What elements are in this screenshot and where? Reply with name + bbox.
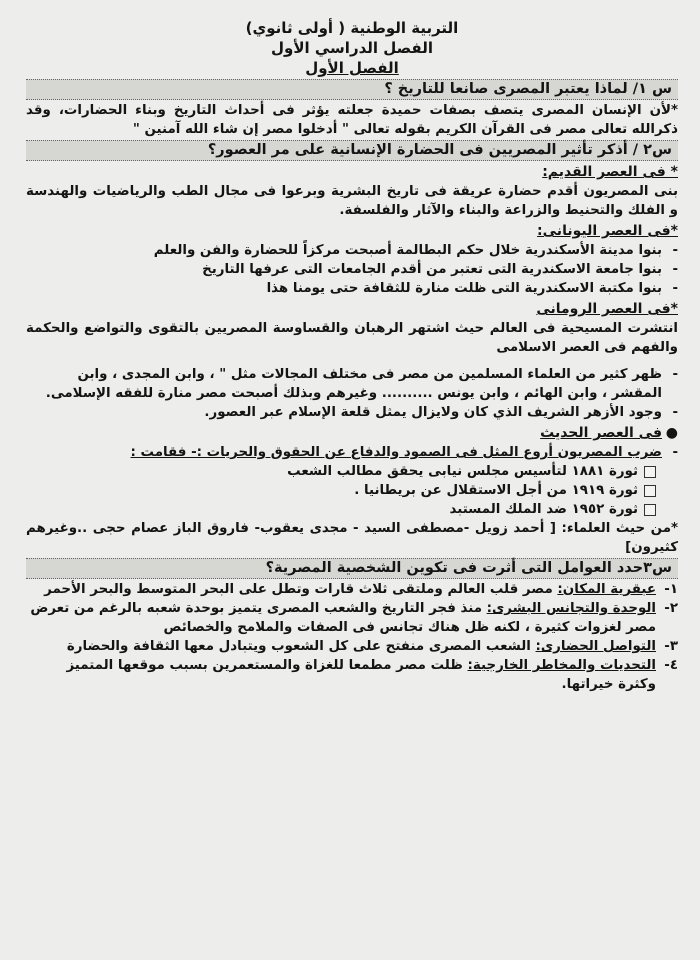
ancient-era-heading: * فى العصر القديم: bbox=[542, 164, 678, 180]
revolution-item: ثورة ١٨٨١ لتأسيس مجلس نيابى يحقق مطالب الشعب bbox=[26, 462, 678, 481]
question-3: س٣حدد العوامل التى أثرت فى تكوين الشخصية المصرية؟ bbox=[26, 558, 678, 579]
question-1: س ١/ لماذا يعتبر المصرى صانعا للتاريخ ؟ bbox=[26, 79, 678, 100]
roman-era-heading: *فى العصر الرومانى bbox=[536, 301, 678, 317]
factor-item: ٣- التواصل الحضارى: الشعب المصرى منفتح على كل الشعوب ويتبادل معها الثقافة والحضارة bbox=[66, 639, 678, 654]
checkbox-icon bbox=[644, 485, 656, 497]
factor-item: ٢- الوحدة والتجانس البشرى: منذ فجر التاريخ والشعب المصرى يتميز بوحدة شعبه بالرغم من تعرض مصر لغزوات كثيرة ، لكنه ظل هناك تجانس فى الصفات والملامح والخصائص bbox=[30, 601, 678, 635]
checkbox-icon bbox=[644, 504, 656, 516]
list-item: - ظهر كثير من العلماء المسلمين من مصر فى مختلف المجالات مثل " ، وابن المجدى ، وابن المقشر ، وابن الهائم ، وابن يونس .......... وغيرهم وبذلك أصبحت مصر منارة للفقه الإسلامى. bbox=[45, 367, 678, 401]
scientists-text: *من حيث العلماء: [ أحمد زويل -مصطفى السيد - مجدى يعقوب- فاروق الباز عصام حجى ..وغيرهم كثيرون] bbox=[26, 521, 678, 555]
semester-title: الفصل الدراسي الأول bbox=[271, 39, 433, 57]
chapter-title: الفصل الأول bbox=[305, 59, 399, 77]
factor-item: ١- عبقرية المكان: مصر قلب العالم وملتقى ثلاث قارات وتطل على البحر المتوسط والبحر الأحمر bbox=[44, 582, 678, 597]
list-item: - وجود الأزهر الشريف الذي كان ولايزال يمثل قلعة الإسلام عبر العصور. bbox=[204, 405, 678, 420]
list-item: - بنوا جامعة الاسكندرية التى تعتبر من أقدم الجامعات التى عرفها التاريخ bbox=[202, 262, 678, 277]
factor-item: ٤- التحديات والمخاطر الخارجية: ظلت مصر مطمعا للغزاة والمستعمرين بسبب موقعها المتميز وكثرة خيراتها. bbox=[66, 658, 678, 692]
revolution-item: ثورة ١٩١٩ من أجل الاستقلال عن بريطانيا . bbox=[26, 481, 678, 500]
greek-era-heading: *فى العصر اليونانى: bbox=[537, 223, 678, 239]
subject-title: التربية الوطنية ( أولى ثانوي) bbox=[245, 19, 459, 37]
list-item: - بنوا مدينة الأسكندرية خلال حكم البطالمة أصبحت مركزاً للحضارة والفن والعلم bbox=[153, 243, 678, 258]
header bbox=[26, 18, 678, 78]
checkbox-icon bbox=[644, 466, 656, 478]
answer-1: *لأن الإنسان المصرى يتصف بصفات حميدة جعلته يؤثر فى أحداث التاريخ وبناء الحضارات، وقد ذكرالله تعالى مصر فى القرآن الكريم بقوله تعالى " أدخلوا مصر إن شاء الله آمنين " bbox=[26, 103, 678, 137]
modern-era-intro: - ضرب المصريون أروع المثل فى الصمود والدفاع عن الحقوق والحريات :- فقامت : bbox=[130, 445, 678, 460]
roman-era-text: انتشرت المسيحية فى العالم حيث اشتهر الرهبان والقساوسة المصريين بالتقوى والتواضع والحكمة والفهم فى العصر الاسلامى bbox=[26, 321, 678, 355]
modern-era-heading: ● فى العصر الحديث bbox=[540, 425, 678, 441]
list-item: - بنوا مكتبة الاسكندرية التى ظلت منارة للثقافة حتى يومنا هذا bbox=[266, 281, 678, 296]
question-2: س٢ / أذكر تأثير المصريين فى الحضارة الإنسانية على مر العصور؟ bbox=[26, 140, 678, 161]
ancient-era-text: بنى المصريون أقدم حضارة عريقة فى تاريخ البشرية وبرعوا فى مجال الطب والرياضيات والهندسة و الفلك والتحنيط والزراعة والبناء والآثار والفلسفة. bbox=[26, 184, 678, 218]
revolution-item: ثورة ١٩٥٢ ضد الملك المستبد bbox=[26, 500, 678, 519]
